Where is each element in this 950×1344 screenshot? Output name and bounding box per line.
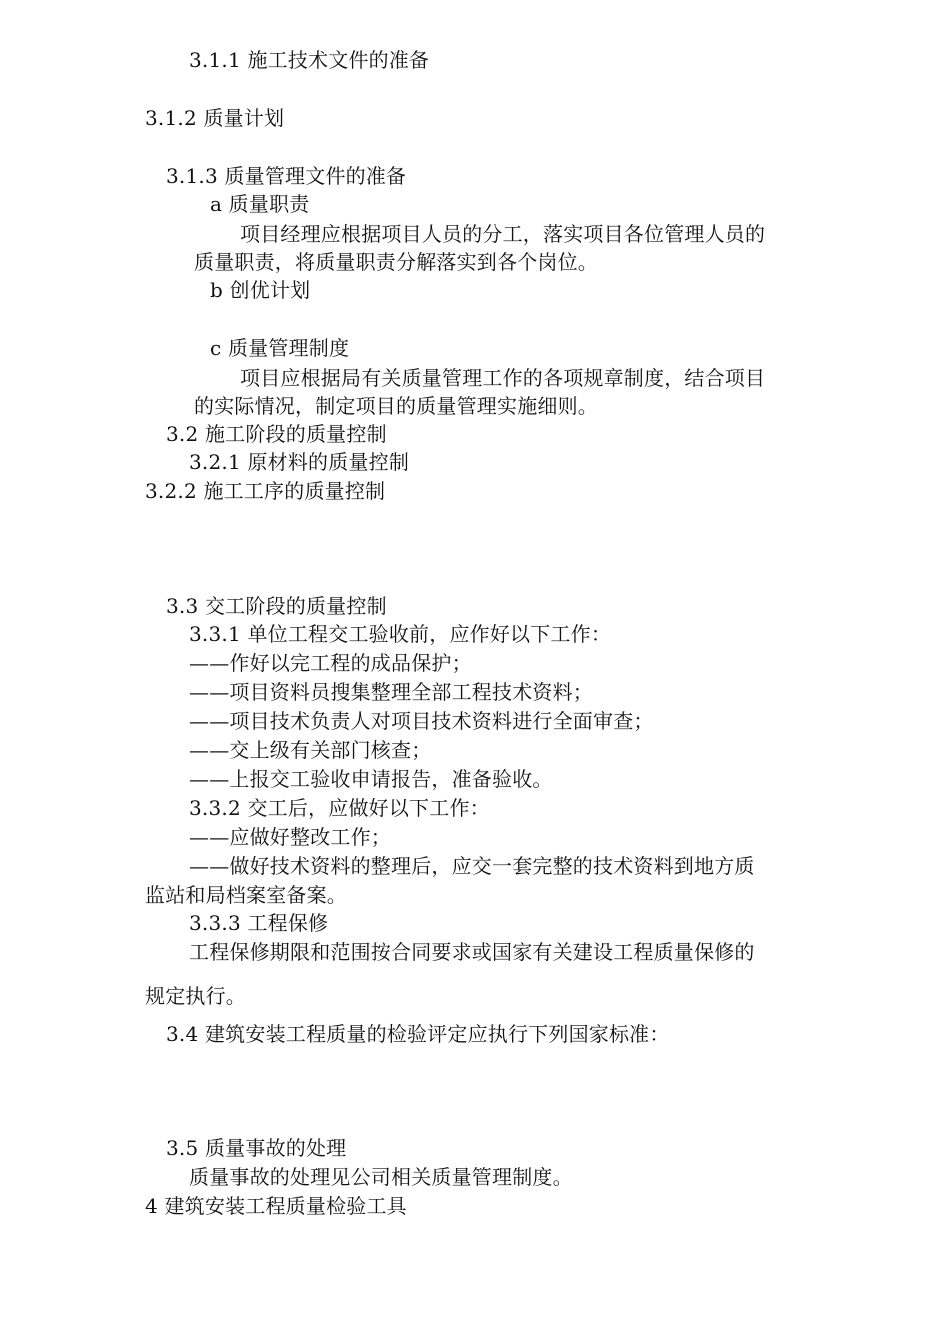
- heading-3-2-1: 3.2.1 原材料的质量控制: [189, 450, 410, 474]
- paragraph-line: 的实际情况，制定项目的质量管理实施细则。: [194, 394, 598, 418]
- subheading-a: a 质量职责: [210, 192, 310, 216]
- heading-3-3-1: 3.3.1 单位工程交工验收前，应作好以下工作：: [189, 622, 612, 646]
- paragraph-line: 规定执行。: [145, 984, 246, 1008]
- heading-3-2: 3.2 施工阶段的质量控制: [166, 422, 387, 446]
- paragraph-line: 质量职责，将质量职责分解落实到各个岗位。: [194, 250, 598, 274]
- list-item: ——交上级有关部门核查；: [189, 738, 432, 762]
- subheading-b: b 创优计划: [210, 278, 311, 302]
- paragraph-line: 质量事故的处理见公司相关质量管理制度。: [189, 1165, 573, 1189]
- heading-3-4: 3.4 建筑安装工程质量的检验评定应执行下列国家标准：: [166, 1022, 670, 1046]
- list-item: ——做好技术资料的整理后，应交一套完整的技术资料到地方质: [189, 854, 755, 878]
- heading-3-1-2: 3.1.2 质量计划: [145, 106, 285, 130]
- list-item: ——项目技术负责人对项目技术资料进行全面审查；: [189, 709, 654, 733]
- list-item: ——项目资料员搜集整理全部工程技术资料；: [189, 680, 593, 704]
- list-item: ——作好以完工程的成品保护；: [189, 651, 472, 675]
- heading-4: 4 建筑安装工程质量检验工具: [145, 1194, 407, 1218]
- list-item: ——应做好整改工作；: [189, 825, 391, 849]
- heading-3-1-1: 3.1.1 施工技术文件的准备: [189, 48, 430, 72]
- paragraph-line: 项目应根据局有关质量管理工作的各项规章制度，结合项目: [240, 366, 766, 390]
- heading-3-3-2: 3.3.2 交工后，应做好以下工作：: [189, 796, 490, 820]
- paragraph-line: 监站和局档案室备案。: [145, 883, 347, 907]
- heading-3-5: 3.5 质量事故的处理: [166, 1136, 347, 1160]
- subheading-c: c 质量管理制度: [210, 336, 350, 360]
- heading-3-3: 3.3 交工阶段的质量控制: [166, 594, 387, 618]
- list-item: ——上报交工验收申请报告，准备验收。: [189, 767, 553, 791]
- paragraph-line: 工程保修期限和范围按合同要求或国家有关建设工程质量保修的: [189, 940, 755, 964]
- heading-3-2-2: 3.2.2 施工工序的质量控制: [145, 479, 386, 503]
- heading-3-1-3: 3.1.3 质量管理文件的准备: [166, 164, 407, 188]
- paragraph-line: 项目经理应根据项目人员的分工，落实项目各位管理人员的: [240, 222, 766, 246]
- heading-3-3-3: 3.3.3 工程保修: [189, 911, 329, 935]
